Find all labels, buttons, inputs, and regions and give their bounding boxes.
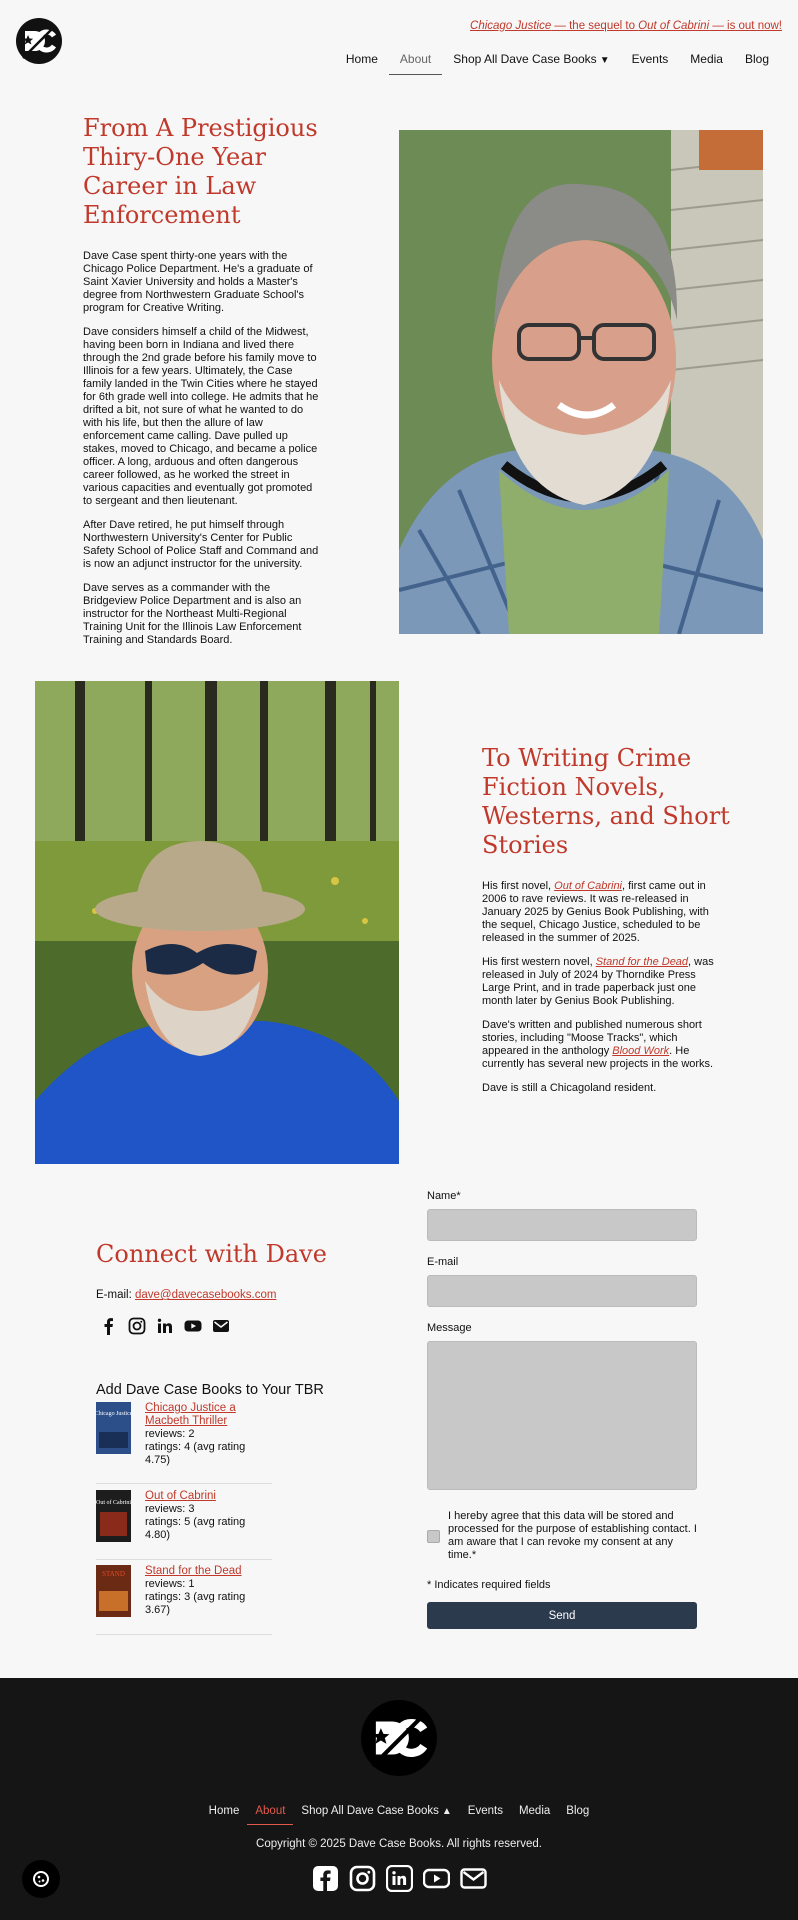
footer-social-links bbox=[312, 1865, 487, 1892]
writing-text bbox=[482, 880, 722, 1106]
linkedin-icon[interactable] bbox=[386, 1865, 413, 1892]
mail-icon[interactable] bbox=[460, 1865, 487, 1892]
site-logo[interactable] bbox=[16, 18, 62, 64]
contact-form bbox=[427, 1190, 697, 1629]
youtube-icon[interactable] bbox=[423, 1865, 450, 1892]
tbr-widget-title: Add Dave Case Books to Your TBR bbox=[96, 1382, 324, 1398]
section-heading-writing: To Writing Crime Fiction Novels, Westerns, and Short Stories bbox=[482, 744, 730, 859]
nav-events[interactable]: Events bbox=[631, 52, 669, 66]
facebook-icon[interactable] bbox=[312, 1865, 339, 1892]
author-portrait-photo bbox=[399, 130, 763, 634]
nav-shop[interactable] bbox=[442, 46, 620, 75]
nav-home[interactable]: Home bbox=[345, 52, 378, 66]
message-field[interactable] bbox=[427, 1341, 697, 1490]
email-label: E-mail bbox=[427, 1256, 459, 1268]
book-cover[interactable] bbox=[96, 1565, 131, 1617]
cookie-settings-button[interactable] bbox=[22, 1860, 60, 1898]
svg-text:Chicago Justice: Chicago Justice bbox=[96, 1411, 131, 1417]
book-ratings: ratings: 4 (avg rating 4.75) bbox=[145, 1441, 246, 1466]
consent-text: I hereby agree that this data will be stored and processed for the purpose of establishing contact. I am aware that I can revoke my consent at any time.* bbox=[448, 1510, 697, 1561]
message-label: Message bbox=[427, 1322, 472, 1334]
book-details bbox=[145, 1490, 272, 1559]
svg-text:Out of Cabrini: Out of Cabrini bbox=[96, 1500, 131, 1506]
consent-checkbox[interactable] bbox=[427, 1530, 440, 1543]
footer-nav-events[interactable]: Events bbox=[467, 1805, 503, 1817]
email-field[interactable] bbox=[427, 1275, 697, 1307]
book-title-link[interactable]: Stand for the Dead bbox=[145, 1565, 242, 1577]
writing-paragraph: Dave's written and published numerous short stories, including "Moose Tracks", which appeared in the anthology Blood Work. He currently has several new projects in the works. bbox=[482, 1019, 714, 1070]
linkedin-icon[interactable] bbox=[156, 1317, 174, 1335]
section-heading-career: From A Prestigious Thiry-One Year Career in Law Enforcement bbox=[83, 114, 318, 229]
book-title-link[interactable]: Out of Cabrini bbox=[145, 1490, 216, 1502]
book-title-link[interactable]: Chicago Justice a Macbeth Thriller bbox=[145, 1402, 236, 1427]
announcement-link[interactable]: Chicago Justice — the sequel to Out of Cabrini — is out now! bbox=[470, 20, 782, 32]
instagram-icon[interactable] bbox=[349, 1865, 376, 1892]
author-outdoor-photo bbox=[35, 681, 399, 1164]
footer-logo[interactable] bbox=[361, 1700, 437, 1776]
bio-paragraph: Dave Case spent thirty-one years with the Chicago Police Department. He's a graduate of Saint Xavier University and holds a Master's degree from Northwestern Graduate School's program for Creative Writing. bbox=[83, 250, 313, 314]
name-label: Name* bbox=[427, 1190, 461, 1202]
writing-paragraph: Dave is still a Chicagoland resident. bbox=[482, 1082, 657, 1094]
cookie-icon bbox=[22, 1860, 60, 1898]
name-field[interactable] bbox=[427, 1209, 697, 1241]
blood-work-link[interactable]: Blood Work bbox=[612, 1045, 670, 1057]
career-text bbox=[83, 250, 321, 658]
main-nav bbox=[335, 46, 780, 75]
connect-heading: Connect with Dave bbox=[96, 1240, 327, 1268]
footer-nav-media[interactable]: Media bbox=[518, 1805, 551, 1817]
book-reviews: reviews: 2 bbox=[145, 1428, 195, 1440]
writing-paragraph: His first western novel, Stand for the Dead, was released in July of 2024 by Thorndike Press Large Print, and in trade paperback just one month later by Genius Book Publishing. bbox=[482, 956, 714, 1007]
book-details bbox=[145, 1402, 272, 1483]
tbr-book-item bbox=[96, 1565, 272, 1635]
tbr-book-item bbox=[96, 1490, 272, 1560]
book-details bbox=[145, 1565, 272, 1634]
youtube-icon[interactable] bbox=[184, 1317, 202, 1335]
stand-for-the-dead-link[interactable]: Stand for the Dead bbox=[595, 956, 689, 968]
bio-paragraph: Dave serves as a commander with the Bridgeview Police Department and is also an instructor for the Northeast Multi-Regional Training Unit for the Illinois Law Enforcement Training and Standards Board. bbox=[83, 582, 302, 646]
footer-nav-home[interactable]: Home bbox=[208, 1805, 240, 1817]
book-cover[interactable] bbox=[96, 1402, 131, 1454]
consent-row bbox=[427, 1510, 697, 1562]
copyright-text: Copyright © 2025 Dave Case Books. All rights reserved. bbox=[256, 1838, 542, 1850]
footer-nav-blog[interactable]: Blog bbox=[566, 1805, 590, 1817]
footer-nav-shop[interactable] bbox=[293, 1801, 459, 1825]
nav-about[interactable]: About bbox=[389, 46, 442, 75]
bio-paragraph: Dave considers himself a child of the Midwest, having been born in Indiana and lived there through the 2nd grade before his family move to Illinois for a few years. Ultimately, the Case family landed in the Twin Cities where he stayed for 6th grade well into college. He admits that he drifted a bit, not sure of what he wanted to do with his life, but then the allure of law enforcement came calling. Dave pulled up stakes, moved to Chicago, and became a police officer. A long, arduous and often dangerous career followed, as he worked the street in various capacities and eventually got promoted to sergeant and then lieutenant. bbox=[83, 326, 319, 507]
footer-nav bbox=[0, 1801, 798, 1825]
nav-media[interactable]: Media bbox=[690, 52, 723, 66]
book-ratings: ratings: 3 (avg rating 3.67) bbox=[145, 1591, 246, 1616]
email-line: E-mail: dave@davecasebooks.com bbox=[96, 1289, 277, 1301]
book-reviews: reviews: 3 bbox=[145, 1503, 195, 1515]
mail-icon[interactable] bbox=[212, 1317, 230, 1335]
book-cover[interactable] bbox=[96, 1490, 131, 1542]
footer-nav-shop-label: Shop All Dave Case Books bbox=[301, 1805, 439, 1817]
facebook-icon[interactable] bbox=[100, 1317, 118, 1335]
bio-paragraph: After Dave retired, he put himself through Northwestern University's Center for Public Safety School of Police Staff and Command and is now an adjunct instructor for the university. bbox=[83, 519, 319, 570]
nav-shop-label: Shop All Dave Case Books bbox=[453, 52, 597, 66]
svg-text:STAND: STAND bbox=[102, 1570, 125, 1578]
out-of-cabrini-link[interactable]: Out of Cabrini bbox=[554, 880, 623, 892]
instagram-icon[interactable] bbox=[128, 1317, 146, 1335]
book-ratings: ratings: 5 (avg rating 4.80) bbox=[145, 1516, 246, 1541]
chevron-up-icon: ▲ bbox=[441, 1806, 452, 1817]
email-link[interactable]: dave@davecasebooks.com bbox=[134, 1289, 277, 1301]
tbr-book-item bbox=[96, 1402, 272, 1484]
book-reviews: reviews: 1 bbox=[145, 1578, 195, 1590]
chevron-down-icon: ▼ bbox=[599, 55, 610, 66]
writing-paragraph: His first novel, Out of Cabrini, first came out in 2006 to rave reviews. It was re-released in January 2025 by Genius Book Publishing, with the sequel, Chicago Justice, scheduled to be released in the summer of 2025. bbox=[482, 880, 709, 944]
footer-nav-about[interactable]: About bbox=[247, 1801, 293, 1825]
send-button[interactable]: Send bbox=[427, 1602, 697, 1629]
nav-blog[interactable]: Blog bbox=[744, 52, 769, 66]
social-links bbox=[100, 1317, 230, 1335]
required-note: * Indicates required fields bbox=[427, 1579, 551, 1591]
